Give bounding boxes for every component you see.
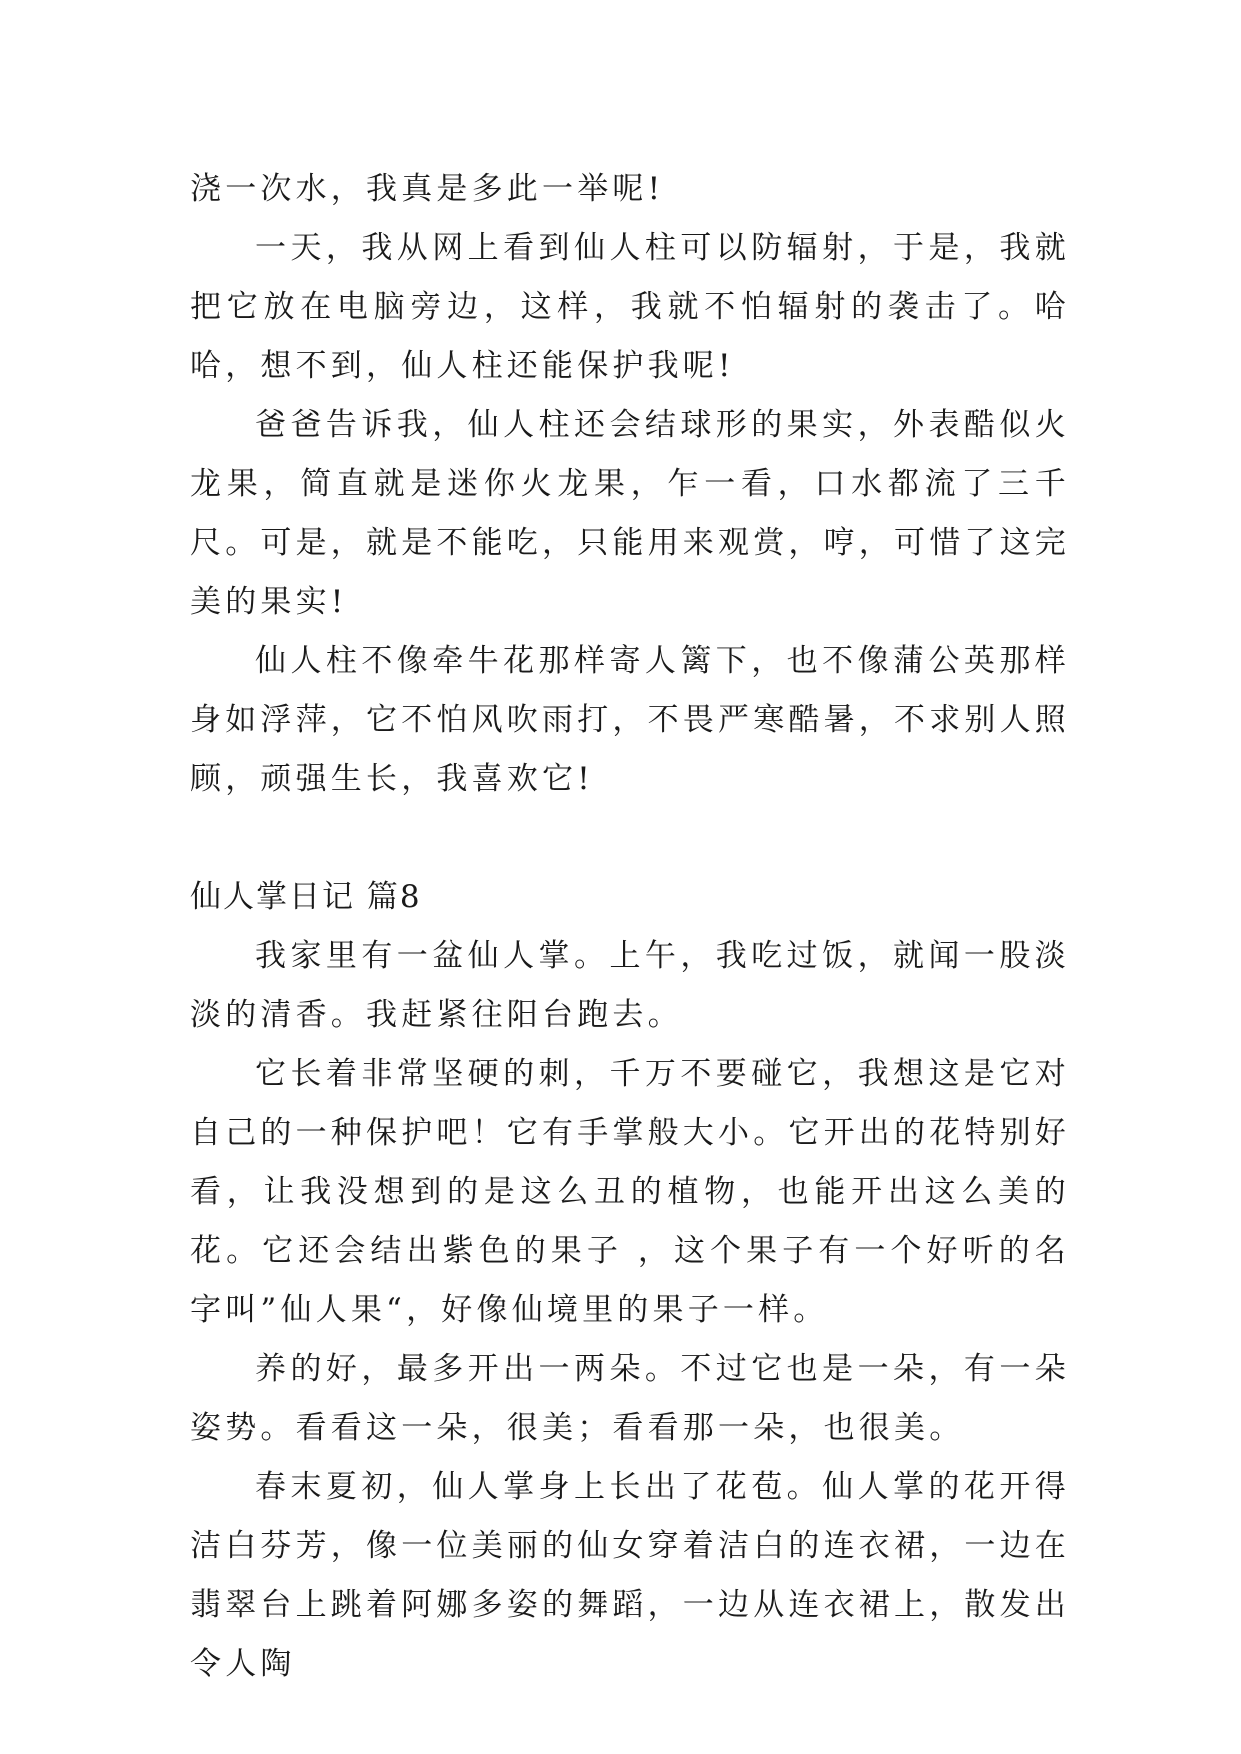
paragraph: 春末夏初，仙人掌身上长出了花苞。仙人掌的花开得洁白芬芳，像一位美丽的仙女穿着洁白的连衣裙，一边在翡翠台上跳着阿娜多姿的舞蹈，一边从连衣裙上，散发出令人陶	[190, 1469, 1070, 1682]
paragraph: 它长着非常坚硬的刺，千万不要碰它，我想这是它对自己的一种保护吧！它有手掌般大小。它开出的花特别好看，让我没想到的是这么丑的植物，也能开出这么美的花。它还会结出紫色的果子 ，这个果子有一个好听的名字叫”仙人果“，好像仙境里的果子一样。	[190, 1056, 1070, 1328]
paragraph: 一天，我从网上看到仙人柱可以防辐射，于是，我就把它放在电脑旁边，这样，我就不怕辐射的袭击了。哈哈，想不到，仙人柱还能保护我呢!	[190, 230, 1070, 384]
paragraph: 仙人柱不像牵牛花那样寄人篱下，也不像蒲公英那样身如浮萍，它不怕风吹雨打，不畏严寒酷暑，不求别人照顾，顽强生长，我喜欢它!	[190, 643, 1070, 797]
section-heading: 仙人掌日记 篇8	[190, 879, 422, 915]
paragraph: 养的好，最多开出一两朵。不过它也是一朵，有一朵姿势。看看这一朵，很美；看看那一朵，也很美。	[190, 1351, 1070, 1446]
paragraph: 我家里有一盆仙人掌。上午，我吃过饭，就闻一股淡淡的清香。我赶紧往阳台跑去。	[190, 938, 1070, 1033]
paragraph-continuation: 浇一次水，我真是多此一举呢!	[190, 171, 665, 207]
paragraph: 爸爸告诉我，仙人柱还会结球形的果实，外表酷似火龙果，简直就是迷你火龙果，乍一看，口水都流了三千尺。可是，就是不能吃，只能用来观赏，哼，可惜了这完美的果实!	[190, 407, 1070, 620]
document-body	[190, 160, 1070, 1694]
